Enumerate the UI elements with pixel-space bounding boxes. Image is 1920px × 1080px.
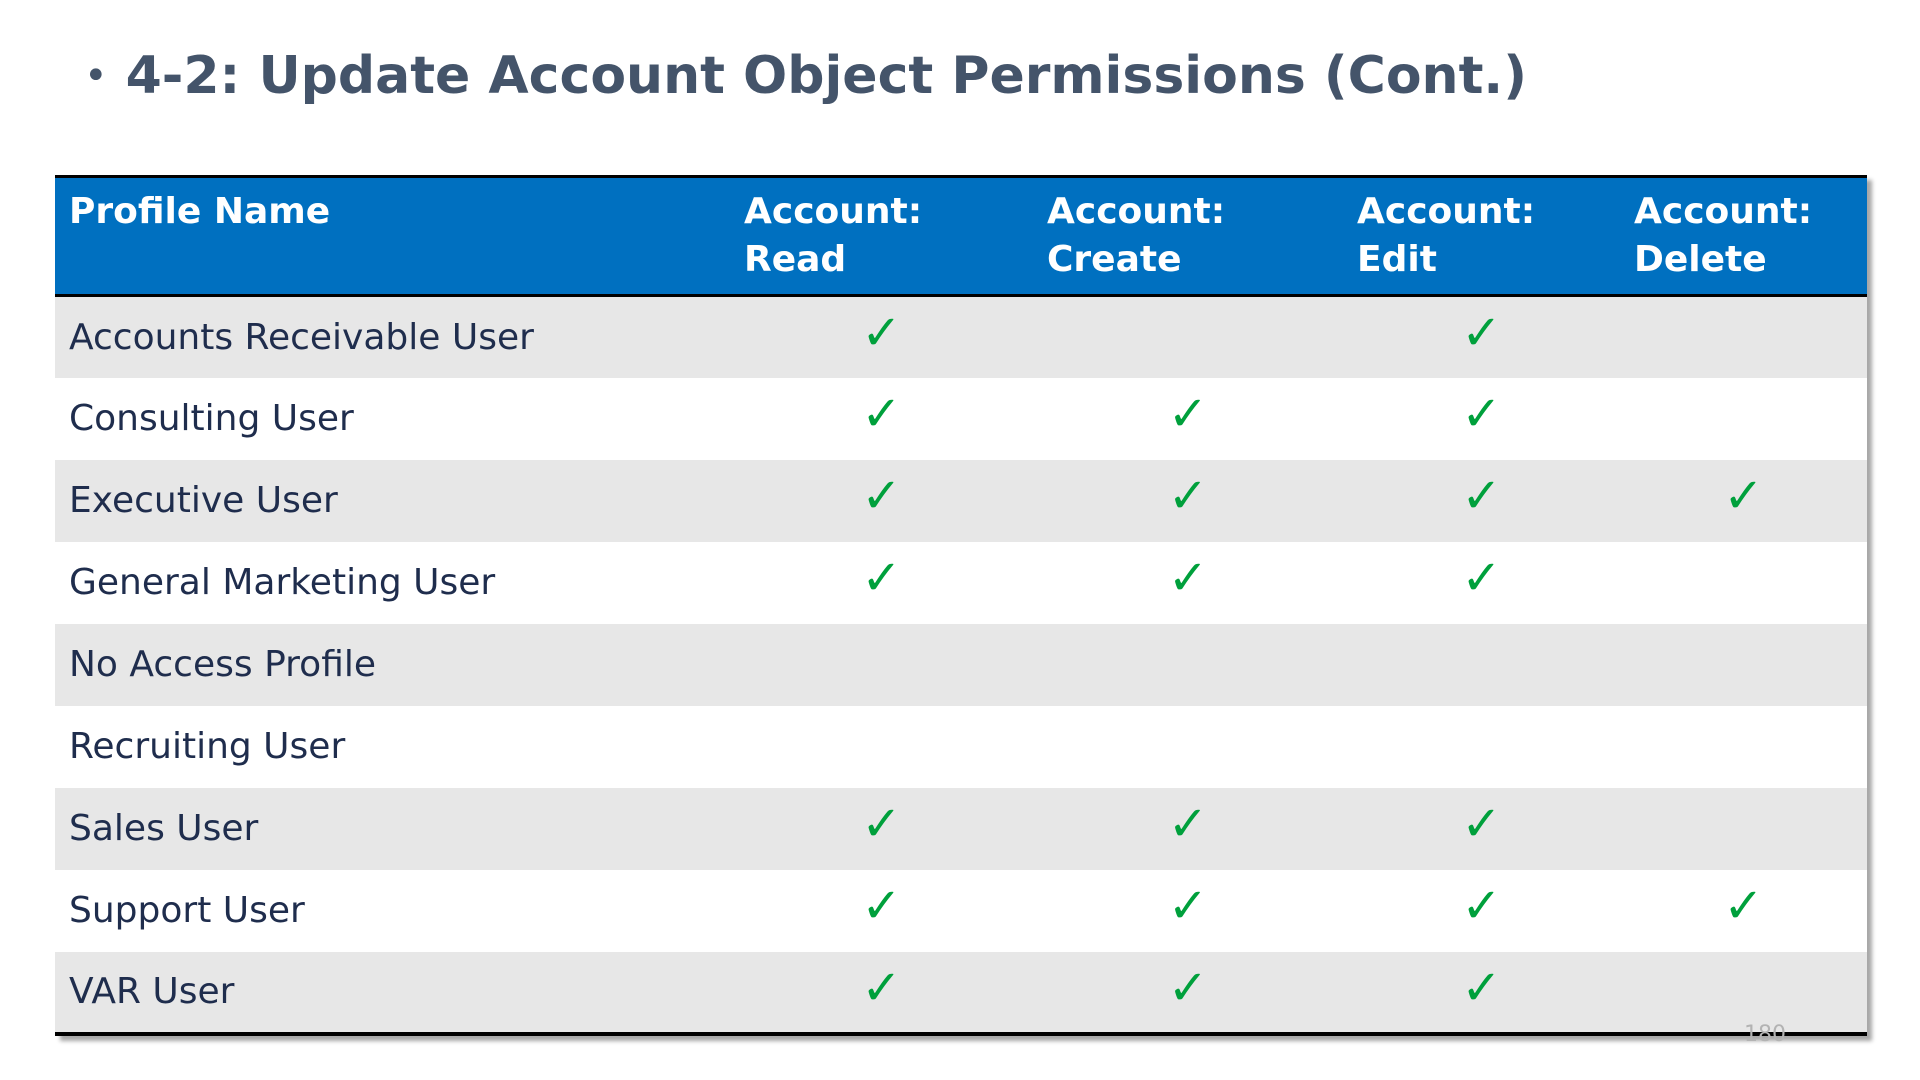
checkmark-icon: ✓ xyxy=(1461,959,1502,1016)
checkmark-icon: ✓ xyxy=(1167,385,1209,442)
permission-cell-edit xyxy=(1343,706,1620,788)
checkmark-icon: ✓ xyxy=(861,877,902,934)
checkmark-icon: ✓ xyxy=(1461,305,1502,361)
table-row xyxy=(55,460,1867,542)
permission-cell-delete xyxy=(1620,542,1867,624)
table-row xyxy=(55,624,1867,706)
profile-name-cell: General Marketing User xyxy=(69,562,496,603)
table-row xyxy=(55,542,1867,624)
profile-name-cell: Recruiting User xyxy=(69,726,346,767)
permission-cell-edit xyxy=(1343,952,1620,1034)
permission-cell-delete xyxy=(1620,460,1867,542)
permission-cell-create xyxy=(1033,952,1343,1034)
permission-cell-delete xyxy=(1620,870,1867,952)
permission-cell-read xyxy=(730,788,1033,870)
profile-name-cell: Sales User xyxy=(69,808,259,849)
table-row xyxy=(55,296,1867,378)
permission-cell-create xyxy=(1033,870,1343,952)
table-header-row xyxy=(55,177,1867,296)
checkmark-icon: ✓ xyxy=(1167,877,1209,934)
permission-cell-delete xyxy=(1620,378,1867,460)
permission-cell-read xyxy=(730,870,1033,952)
permission-cell-create xyxy=(1033,378,1343,460)
checkmark-icon: ✓ xyxy=(1461,795,1502,852)
permissions-table-wrapper xyxy=(55,175,1867,1036)
checkmark-icon: ✓ xyxy=(1461,549,1502,606)
permission-cell-create xyxy=(1033,460,1343,542)
checkmark-icon: ✓ xyxy=(861,467,902,524)
permission-cell-edit xyxy=(1343,870,1620,952)
permission-cell-delete xyxy=(1620,624,1867,706)
permission-cell-delete xyxy=(1620,296,1867,378)
permission-cell-read xyxy=(730,952,1033,1034)
profile-name-cell: No Access Profile xyxy=(69,644,377,685)
permissions-table xyxy=(55,175,1867,1036)
table-row xyxy=(55,870,1867,952)
permission-cell-edit xyxy=(1343,542,1620,624)
table-row xyxy=(55,788,1867,870)
checkmark-icon: ✓ xyxy=(1167,795,1209,852)
permission-cell-edit xyxy=(1343,788,1620,870)
permission-cell-read xyxy=(730,542,1033,624)
permission-cell-read xyxy=(730,460,1033,542)
checkmark-icon: ✓ xyxy=(1167,467,1209,524)
table-row xyxy=(55,378,1867,460)
permission-cell-read xyxy=(730,296,1033,378)
title-text: 4-2: Update Account Object Permissions (Cont.) xyxy=(125,46,1527,106)
permission-cell-create xyxy=(1033,624,1343,706)
permission-cell-create xyxy=(1033,788,1343,870)
table-row xyxy=(55,706,1867,788)
header-account-edit: Account: Edit xyxy=(1357,191,1536,280)
checkmark-icon: ✓ xyxy=(1461,877,1502,934)
permission-cell-create xyxy=(1033,706,1343,788)
permission-cell-create xyxy=(1033,296,1343,378)
permission-cell-edit xyxy=(1343,296,1620,378)
checkmark-icon: ✓ xyxy=(861,795,902,852)
permission-cell-read xyxy=(730,624,1033,706)
header-profile-name: Profile Name xyxy=(69,191,331,232)
permission-cell-edit xyxy=(1343,460,1620,542)
permission-cell-edit xyxy=(1343,624,1620,706)
permission-cell-delete xyxy=(1620,788,1867,870)
checkmark-icon: ✓ xyxy=(861,959,902,1016)
checkmark-icon: ✓ xyxy=(1461,385,1502,442)
checkmark-icon: ✓ xyxy=(1723,467,1764,524)
checkmark-icon: ✓ xyxy=(861,549,902,606)
permission-cell-create xyxy=(1033,542,1343,624)
checkmark-icon: ✓ xyxy=(1461,467,1502,524)
profile-name-cell: Consulting User xyxy=(69,398,354,439)
table-row xyxy=(55,952,1867,1034)
permission-cell-read xyxy=(730,378,1033,460)
checkmark-icon: ✓ xyxy=(1167,549,1209,606)
table-body xyxy=(55,296,1867,1034)
page-number: 180 xyxy=(1744,1022,1786,1047)
checkmark-icon: ✓ xyxy=(1723,877,1764,934)
checkmark-icon: ✓ xyxy=(861,305,902,361)
checkmark-icon: ✓ xyxy=(861,385,902,442)
profile-name-cell: VAR User xyxy=(69,971,235,1012)
slide-title xyxy=(84,40,1527,112)
profile-name-cell: Support User xyxy=(69,890,305,931)
bullet: • xyxy=(84,53,108,99)
header-account-read: Account: Read xyxy=(744,191,923,280)
permission-cell-edit xyxy=(1343,378,1620,460)
header-account-create: Account: Create xyxy=(1047,191,1226,280)
header-account-delete: Account: Delete xyxy=(1634,191,1813,280)
profile-name-cell: Accounts Receivable User xyxy=(69,316,534,358)
profile-name-cell: Executive User xyxy=(69,480,338,521)
permission-cell-delete xyxy=(1620,706,1867,788)
checkmark-icon: ✓ xyxy=(1167,959,1209,1016)
permission-cell-read xyxy=(730,706,1033,788)
